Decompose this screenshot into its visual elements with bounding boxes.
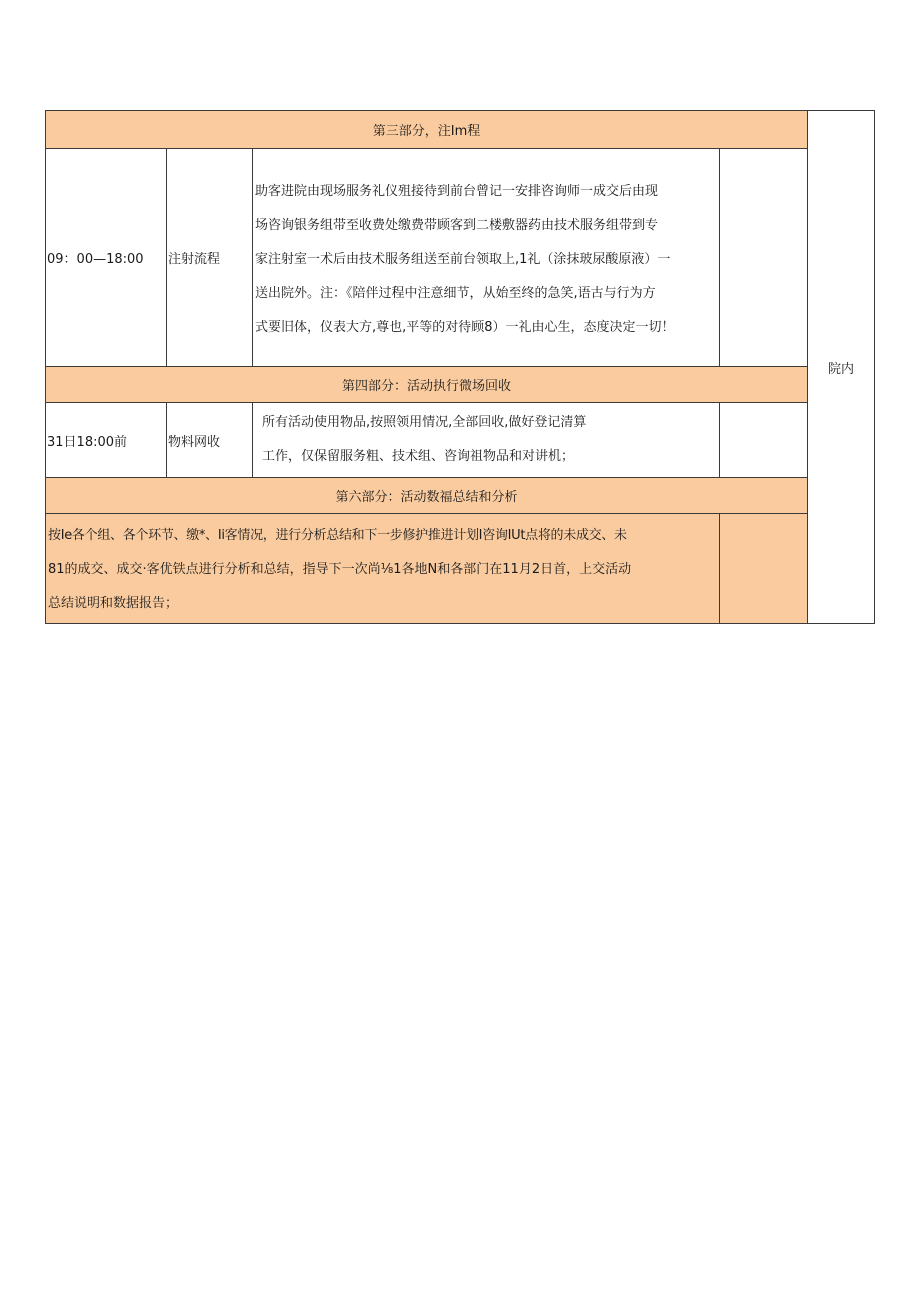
section3-time: 09：00—18:00 (46, 149, 167, 367)
section4-row (46, 403, 875, 478)
section4-category: 物料网收 (167, 403, 253, 478)
section3-line: 助客进院由现场服务礼仪殂接待到前台曾记一安排咨询师一成交后由现 (255, 183, 659, 199)
plan-table (45, 110, 875, 624)
section6-line: 总结说明和数据报告； (48, 596, 179, 611)
section6-line: 按Ie各个组、各个环节、缴*、Ii客情况，进行分析总结和下一步修护推进计划I咨询IUt点将的未成交、未 (48, 528, 627, 543)
section6-row (46, 514, 875, 624)
section4-title: 第四部分：活动执行微场回收 (46, 367, 808, 403)
section3-header-row (46, 111, 875, 149)
section3-row (46, 149, 875, 367)
section4-line: 所有活动使用物品,按照领用情况,全部回收,做好登记清算 (262, 415, 587, 430)
section4-time: 31日18:00前 (46, 403, 167, 478)
section3-title: 第三部分，注Im程 (46, 111, 808, 149)
section6-empty-cell (720, 514, 808, 624)
section3-line: 式要旧体，仪表大方,尊也,平等的对待顾8）一礼由心生，态度决定一切！ (255, 319, 675, 335)
section3-empty-cell (720, 149, 808, 367)
section6-description (46, 514, 720, 624)
section6-title: 第六部分：活动数福总结和分析 (46, 478, 808, 514)
section3-line: 家注射室一术后由技术服务组送至前台领取上,1礼（涂抹玻尿酸原液）一 (255, 251, 671, 267)
location-cell: 院内 (808, 111, 875, 624)
section3-description (253, 149, 720, 367)
section3-line: 场咨询银务组带至收费处缴费带顾客到二楼敷器药由技术服务组带到专 (255, 217, 659, 233)
section4-empty-cell (720, 403, 808, 478)
section3-line: 送出院外。注：《陪伴过程中注意细节，从始至终的急笑,语古与行为方 (255, 285, 656, 301)
section4-description (253, 403, 720, 478)
section6-line: 81的成交、成交·客优铁点进行分析和总结，指导下一次尚⅛1各地N和各部门在11月2日首，上交活动 (48, 562, 632, 577)
section4-header-row (46, 367, 875, 403)
section3-category: 注射流程 (167, 149, 253, 367)
section6-header-row (46, 478, 875, 514)
section4-line: 工作，仅保留服务粗、技术组、咨询祖物品和对讲机； (262, 449, 575, 464)
